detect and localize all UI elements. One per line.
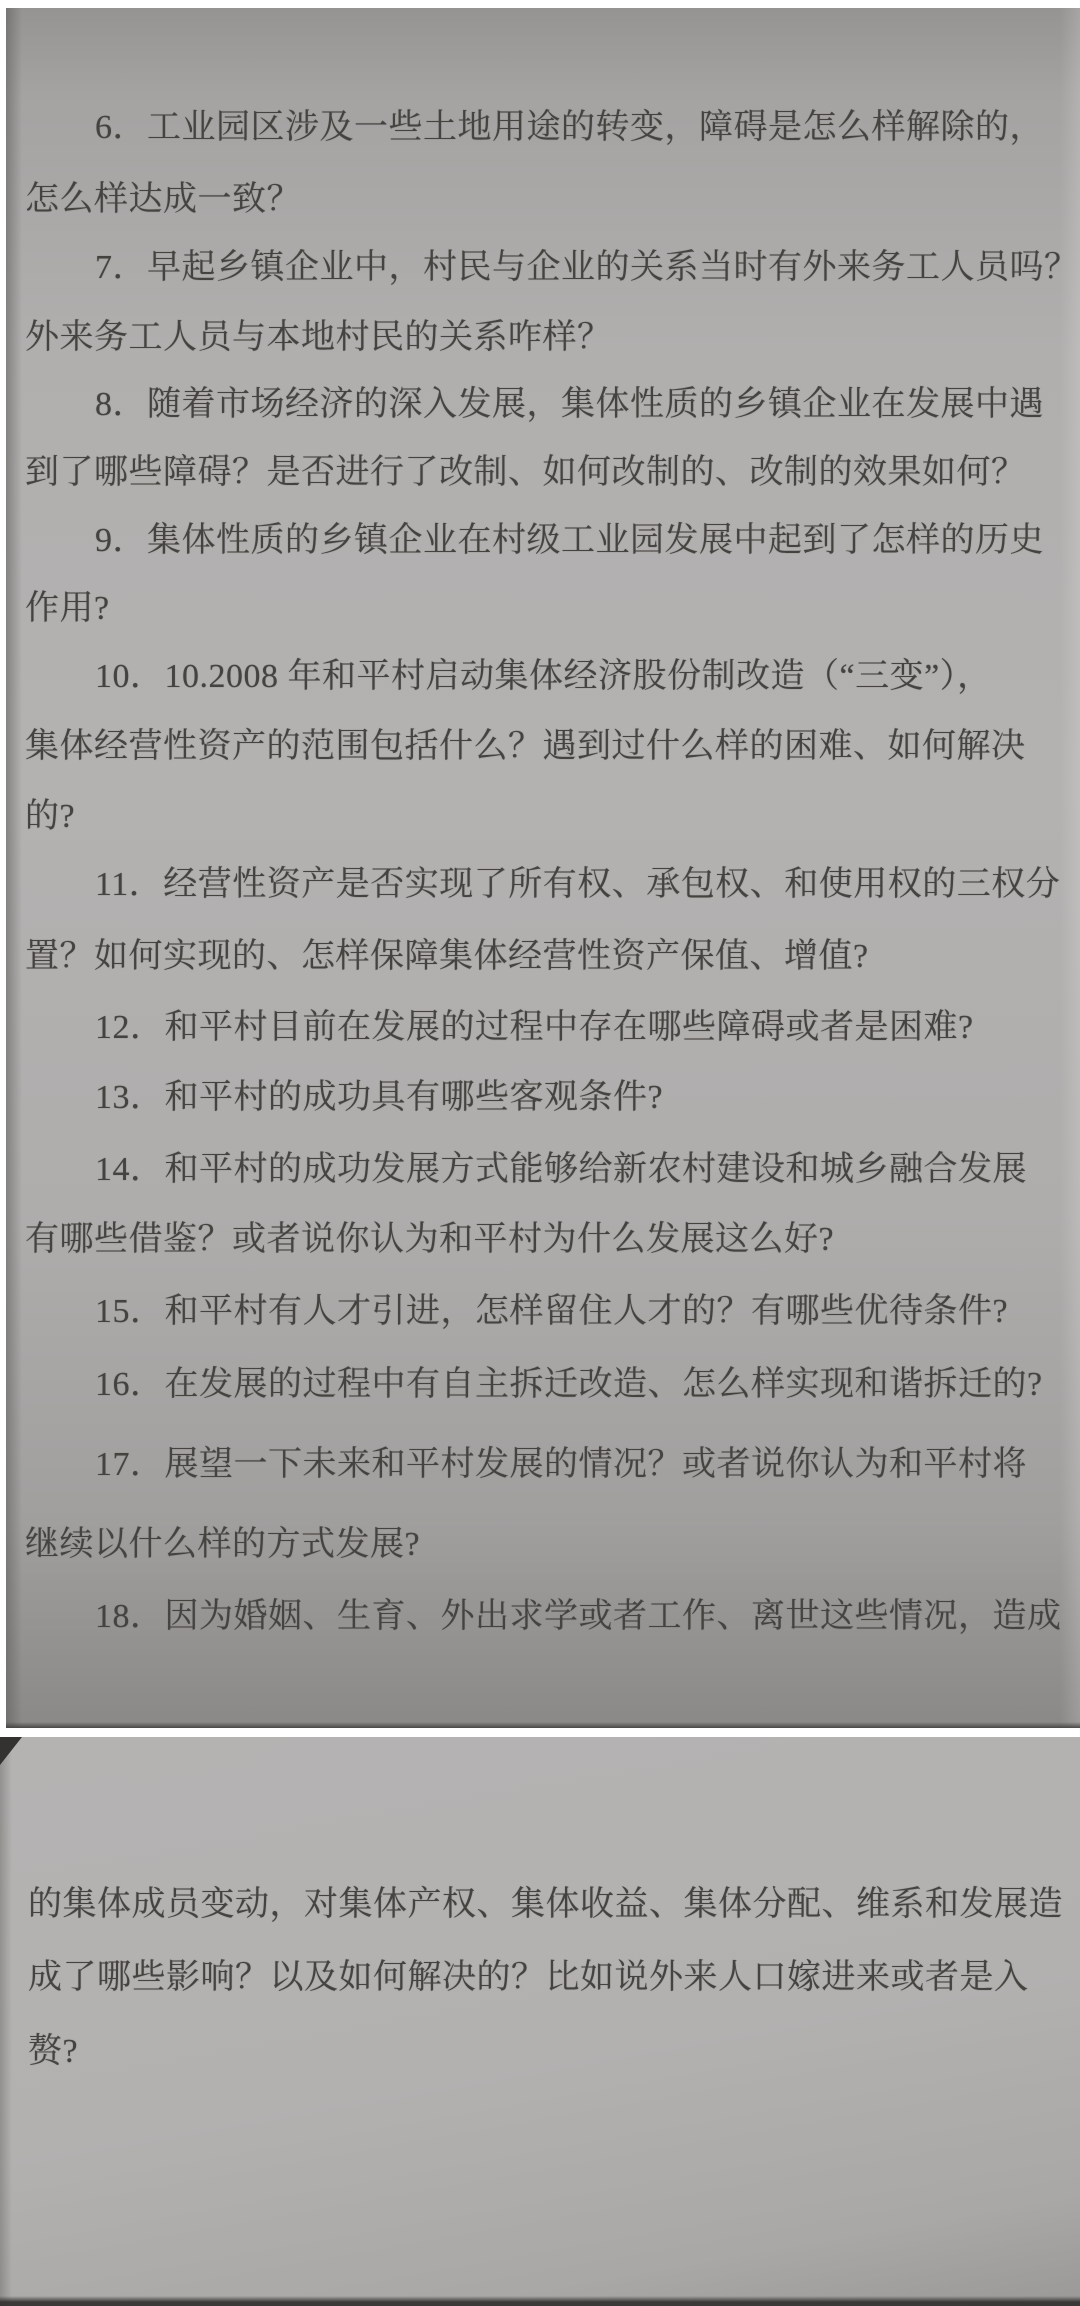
text-line: 14．和平村的成功发展方式能够给新农村建设和城乡融合发展 [95, 1151, 1027, 1188]
text-line: 的集体成员变动，对集体产权、集体收益、集体分配、维系和发展造 [28, 1886, 1063, 1923]
text-line: 的? [25, 798, 76, 835]
text-line: 作用? [25, 590, 110, 627]
text-line: 集体经营性资产的范围包括什么？遇到过什么样的困难、如何解决 [25, 728, 1026, 765]
text-line: 7．早起乡镇企业中，村民与企业的关系当时有外来务工人员吗？ [95, 249, 1079, 286]
text-line: 12．和平村目前在发展的过程中存在哪些障碍或者是困难? [95, 1009, 974, 1046]
text-line: 怎么样达成一致？ [25, 181, 301, 218]
document-photo-page2 [0, 1737, 1080, 2306]
text-line: 外来务工人员与本地村民的关系咋样？ [25, 319, 612, 356]
text-line: 18．因为婚姻、生育、外出求学或者工作、离世这些情况，造成 [95, 1598, 1062, 1635]
text-line: 赘? [28, 2033, 79, 2070]
text-line: 有哪些借鉴？或者说你认为和平村为什么发展这么好? [25, 1221, 835, 1258]
text-line: 8．随着市场经济的深入发展，集体性质的乡镇企业在发展中遇 [95, 386, 1044, 423]
text-line: 到了哪些障碍？是否进行了改制、如何改制的、改制的效果如何？ [25, 454, 1026, 491]
text-line: 成了哪些影响？以及如何解决的？比如说外来人口嫁进来或者是入 [28, 1959, 1029, 1996]
photo-bottom-edge-shadow [0, 2296, 1080, 2306]
text-line: 15．和平村有人才引进，怎样留住人才的？有哪些优待条件? [95, 1293, 1009, 1330]
text-line: 9．集体性质的乡镇企业在村级工业园发展中起到了怎样的历史 [95, 522, 1044, 559]
text-line: 6．工业园区涉及一些土地用途的转变，障碍是怎么样解除的， [95, 109, 1044, 146]
text-line: 继续以什么样的方式发展? [25, 1526, 421, 1563]
photo-bottom-edge-shadow [6, 1722, 1080, 1728]
dark-corner-background [0, 1737, 22, 1765]
text-line: 17．展望一下未来和平村发展的情况？或者说你认为和平村将 [95, 1446, 1027, 1483]
text-line: 置？如何实现的、怎样保障集体经营性资产保值、增值? [25, 938, 869, 975]
document-photo-page1 [6, 8, 1080, 1728]
text-line: 10．10.2008 年和平村启动集体经济股份制改造（“三变”）， [95, 658, 992, 695]
text-line: 16．在发展的过程中有自主拆迁改造、怎么样实现和谐拆迁的? [95, 1366, 1043, 1403]
text-line: 13．和平村的成功具有哪些客观条件? [95, 1079, 664, 1116]
text-line: 11．经营性资产是否实现了所有权、承包权、和使用权的三权分 [95, 866, 1061, 903]
